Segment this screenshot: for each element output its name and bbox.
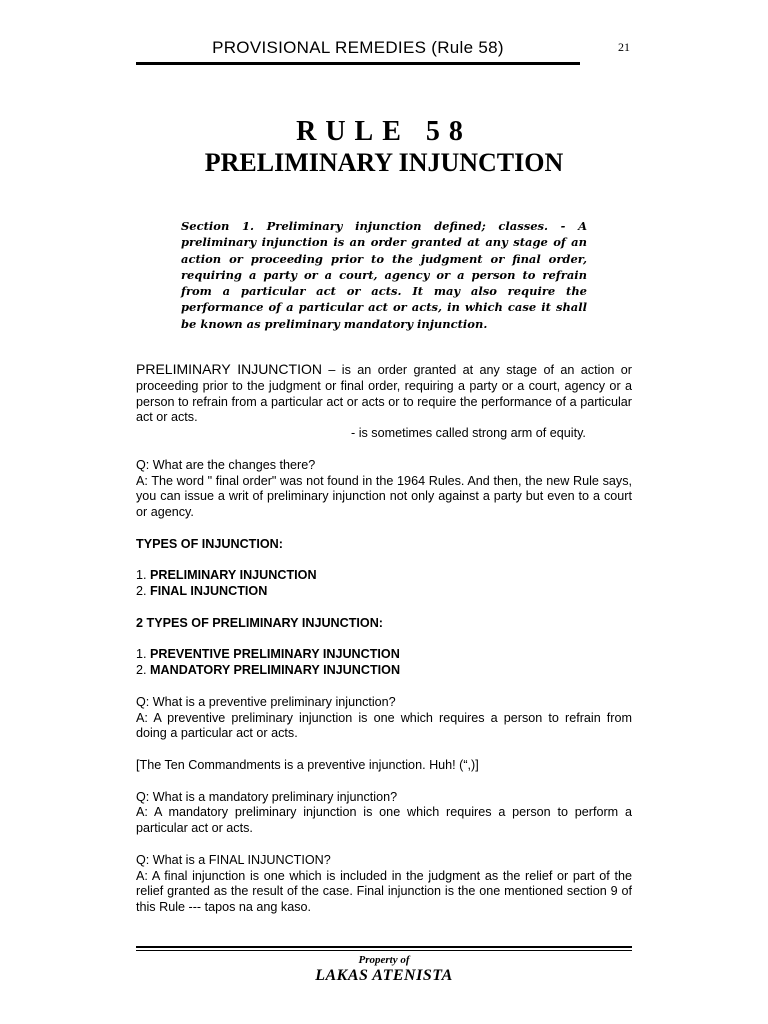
definition-term: PRELIMINARY INJUNCTION (136, 361, 322, 377)
definition-paragraph (136, 362, 632, 426)
definition-text: – is an order granted at any stage of an action or proceeding prior to the judgment or final order, requiring a party or a court, agency or a person to refrain from a particular act or acts or to require the performance of a particular act or acts. (136, 363, 632, 425)
answer: A: A mandatory preliminary injunction is one which requires a person to perform a particular act or acts. (136, 805, 632, 836)
types-heading: TYPES OF INJUNCTION: (136, 536, 283, 551)
list-number: 1. (136, 568, 151, 583)
question: Q: What is a mandatory preliminary injunction? (136, 789, 398, 804)
pi-types-list (136, 647, 632, 679)
pi-types-heading: 2 TYPES OF PRELIMINARY INJUNCTION: (136, 615, 384, 630)
body-text (136, 362, 632, 932)
qa-changes (136, 458, 632, 521)
answer: A: A preventive preliminary injunction is one which requires a person to refrain from doing a particular act or acts. (136, 710, 632, 741)
running-header: PROVISIONAL REMEDIES (Rule 58) (212, 38, 504, 57)
list-item: PRELIMINARY INJUNCTION (150, 568, 317, 583)
rule-title: PRELIMINARY INJUNCTION (204, 148, 564, 177)
question: Q: What are the changes there? (136, 457, 316, 472)
list-item: PREVENTIVE PRELIMINARY INJUNCTION (150, 647, 400, 662)
list-item: FINAL INJUNCTION (150, 584, 268, 599)
rule-number: RULE 58 (296, 116, 472, 147)
codal-provision: Section 1. Preliminary injunction defined; classes. - A preliminary injunction is an order granted at any stage of an action or proceeding prior to the judgment or final order, requiring a party or a court, agency or a person to refrain from a particular act or acts. It may also require the performance of a particular act or acts, in which case it shall be known as preliminary mandatory injunction. (181, 219, 587, 331)
list-number: 2. (136, 584, 151, 599)
definition-note: - is sometimes called strong arm of equity. (351, 426, 586, 441)
qa-preventive (136, 695, 632, 742)
list-number: 2. (136, 663, 151, 678)
list-item: MANDATORY PRELIMINARY INJUNCTION (150, 663, 401, 678)
types-list (136, 568, 632, 600)
list-number: 1. (136, 647, 151, 662)
answer: A: A final injunction is one which is included in the judgment as the relief or part of the relief granted as the result of the case. Final injunction is the one mentioned section 9 of this Rule --- tapos na ang kaso. (136, 868, 632, 915)
qa-mandatory (136, 790, 632, 837)
page-number: 21 (618, 40, 630, 54)
header-rule (136, 62, 580, 65)
footer-rule (136, 946, 632, 948)
answer: A: The word " final order" was not found in the 1964 Rules. And then, the new Rule says, you can issue a writ of preliminary injunction not only against a party but even to a court or agency. (136, 473, 632, 520)
footer-organization: LAKAS ATENISTA (315, 967, 453, 984)
aside-note: [The Ten Commandments is a preventive injunction. Huh! (“,)] (136, 757, 479, 772)
qa-final (136, 853, 632, 916)
question: Q: What is a FINAL INJUNCTION? (136, 852, 331, 867)
footer-rule-thin (136, 950, 632, 951)
footer-property-of: Property of (358, 954, 410, 966)
question: Q: What is a preventive preliminary injunction? (136, 694, 396, 709)
